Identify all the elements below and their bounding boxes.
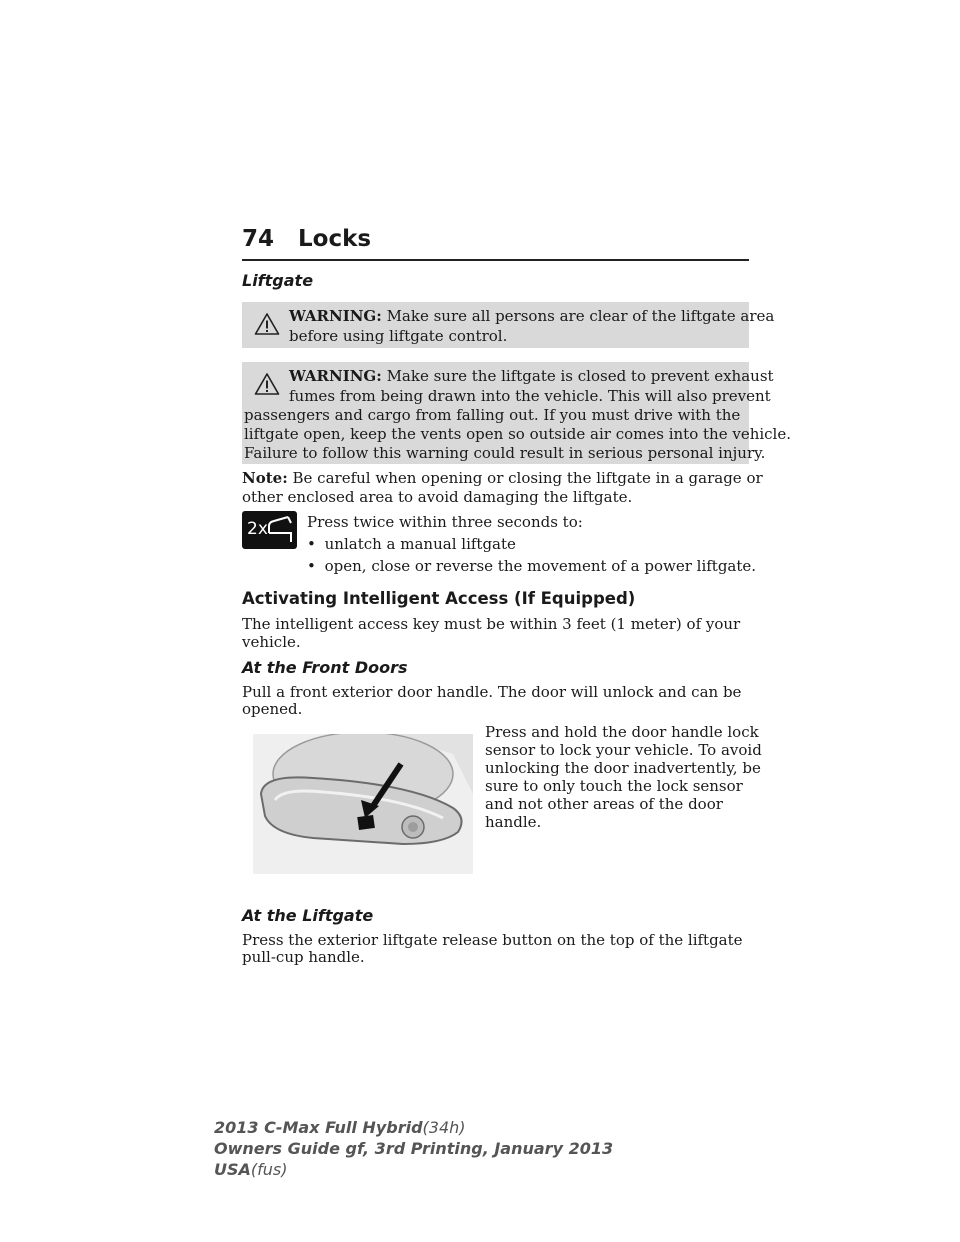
warning-label: WARNING: <box>289 307 382 325</box>
at-liftgate-heading: At the Liftgate <box>242 906 374 925</box>
bullet-icon: • <box>307 535 316 553</box>
liftgate-heading: Liftgate <box>242 271 314 290</box>
side-text: unlocking the door inadvertently, be <box>485 759 761 777</box>
warning-text: passengers and cargo from falling out. If you must drive with the <box>244 406 741 424</box>
side-text: sure to only touch the lock sensor <box>485 777 743 795</box>
footer-market: USA <box>214 1160 251 1179</box>
intelligent-access-heading: Activating Intelligent Access (If Equipped) <box>242 589 636 608</box>
bullet-item <box>307 556 756 576</box>
warning-box-1 <box>242 302 775 348</box>
body-text: pull-cup handle. <box>242 948 365 966</box>
front-doors-heading: At the Front Doors <box>242 658 408 677</box>
liftgate-open-icon <box>266 515 296 545</box>
door-handle-illustration <box>253 734 473 874</box>
footer-guide: Owners Guide gf, 3rd Printing, January 2013 <box>214 1139 614 1158</box>
warning-text: Make sure all persons are clear of the liftgate area <box>386 307 775 325</box>
note-line <box>242 468 763 488</box>
press-twice-text: Press twice within three seconds to: <box>307 513 583 531</box>
footer-model: 2013 C-Max Full Hybrid <box>214 1118 423 1137</box>
header-rule <box>242 259 749 261</box>
page-number: 74 <box>242 226 275 252</box>
bullet-text: open, close or reverse the movement of a power liftgate. <box>324 557 757 575</box>
warning-triangle-icon <box>254 372 280 396</box>
warning-text: before using liftgate control. <box>289 327 508 345</box>
warning-label: WARNING: <box>289 367 382 385</box>
warning-triangle-icon <box>254 312 280 336</box>
body-text: Press the exterior liftgate release button on the top of the liftgate <box>242 931 743 949</box>
warning-box-2 <box>242 362 791 464</box>
footer-market-code: (fus) <box>250 1160 288 1179</box>
side-text: and not other areas of the door <box>485 795 723 813</box>
warning-text: Failure to follow this warning could result in serious personal injury. <box>244 444 766 462</box>
body-text: The intelligent access key must be within 3 feet (1 meter) of your <box>242 615 741 633</box>
bullet-item <box>307 534 516 554</box>
warning-text: Make sure the liftgate is closed to prevent exhaust <box>386 367 774 385</box>
side-text: handle. <box>485 813 542 831</box>
liftgate-2x-icon <box>242 511 297 549</box>
warning-text: fumes from being drawn into the vehicle. This will also prevent <box>289 387 771 405</box>
body-text: vehicle. <box>242 633 301 651</box>
footer-line <box>214 1118 466 1137</box>
icon-label: 2x <box>247 519 268 539</box>
body-text: Pull a front exterior door handle. The door will unlock and can be <box>242 683 742 701</box>
note-text: Be careful when opening or closing the liftgate in a garage or <box>292 469 763 487</box>
side-text: sensor to lock your vehicle. To avoid <box>485 741 762 759</box>
bullet-icon: • <box>307 557 316 575</box>
footer-code: (34h) <box>422 1118 466 1137</box>
body-text: opened. <box>242 700 303 718</box>
note-text: other enclosed area to avoid damaging the liftgate. <box>242 488 633 506</box>
door-handle-image <box>253 734 473 874</box>
footer-line <box>214 1139 613 1158</box>
footer-line <box>214 1160 288 1179</box>
note-label: Note: <box>242 469 288 487</box>
section-title: Locks <box>298 226 372 252</box>
warning-text: liftgate open, keep the vents open so outside air comes into the vehicle. <box>244 425 791 443</box>
side-text: Press and hold the door handle lock <box>485 723 759 741</box>
bullet-text: unlatch a manual liftgate <box>324 535 516 553</box>
